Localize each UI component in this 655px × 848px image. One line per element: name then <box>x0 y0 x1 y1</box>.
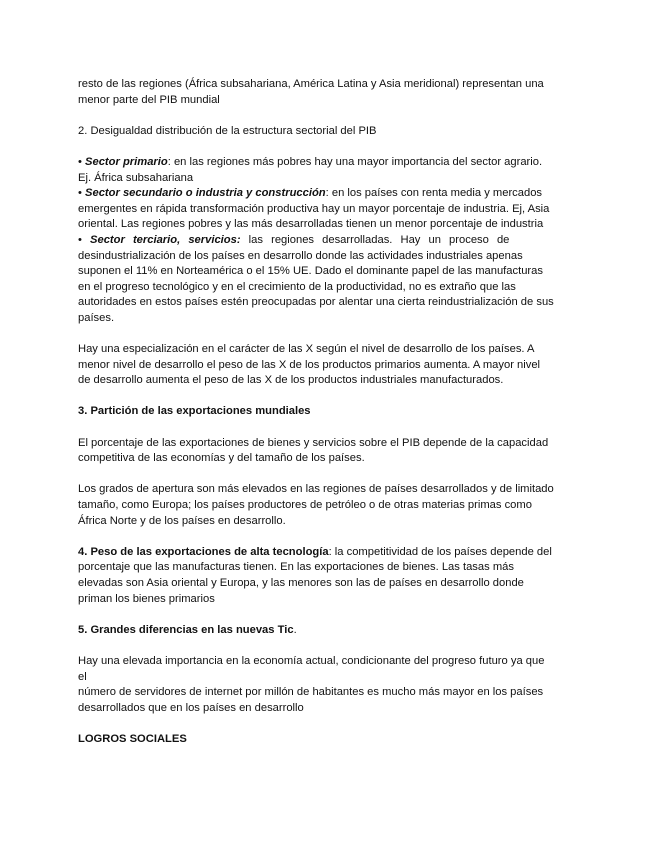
text-span: : en los países con renta media y mercados <box>325 187 543 200</box>
bullet-sector-secundario <box>78 186 578 233</box>
text-line: Ej. África subsahariana <box>78 171 194 184</box>
heading-period: . <box>293 623 297 636</box>
text-line: menor parte del PIB mundial <box>78 93 220 106</box>
text-line: países. <box>78 311 115 324</box>
text-line: resto de las regiones (África subsahariana, América Latina y Asia meridional) representan una <box>78 78 544 90</box>
text-line: Hay una especialización en el carácter de las X según el nivel de desarrollo de los países. A <box>78 343 535 356</box>
text-span: las regiones desarrolladas. Hay un proceso de <box>240 233 510 246</box>
section-2-heading: 2. Desigualdad distribución de la estructura sectorial del PIB <box>78 124 377 137</box>
section-4 <box>78 545 578 607</box>
text-line: elevadas son Asia oriental y Europa, y las menores son las de países en desarrollo donde <box>78 577 524 589</box>
text-span: : en las regiones más pobres hay una mayor importancia del sector agrario. <box>167 155 543 168</box>
text-line: número de servidores de internet por millón de habitantes es mucho más mayor en los países <box>78 686 544 699</box>
text-line: competitiva de las economías y del tamaño de los países. <box>78 452 365 465</box>
exports-paragraph <box>78 436 578 467</box>
term-sector-terciario: Sector terciario, servicios: <box>90 233 241 246</box>
text-line: desindustrialización de los países en desarrollo donde las actividades industriales apenas <box>78 249 523 262</box>
text-line: de desarrollo aumenta el peso de las X de los productos industriales manufacturados. <box>78 374 504 387</box>
text-span: : la competitividad de los países depende del <box>328 545 552 558</box>
text-line: autoridades en estos países estén preocupadas por alentar una cierta reindustrialización de sus <box>78 296 554 309</box>
text-line: Los grados de apertura son más elevados en las regiones de países desarrollados y de limitado <box>78 483 554 496</box>
logros-sociales-heading: LOGROS SOCIALES <box>78 732 187 745</box>
intro-paragraph <box>78 77 578 108</box>
text-line: porcentaje que las manufacturas tienen. En las exportaciones de bienes. Las tasas más <box>78 561 514 574</box>
tic-paragraph <box>78 654 578 716</box>
text-line: oriental. Las regiones pobres y las más desarrolladas tienen un menor porcentaje de industria <box>78 218 544 231</box>
section-4-heading: 4. Peso de las exportaciones de alta tecnología <box>78 545 329 558</box>
section-5-heading: 5. Grandes diferencias en las nuevas Tic <box>78 623 294 636</box>
text-line: Hay una elevada importancia en la economía actual, condicionante del progreso futuro ya que <box>78 654 545 667</box>
specialization-paragraph <box>78 342 578 389</box>
term-sector-secundario: Sector secundario o industria y construcción <box>85 187 326 200</box>
bullet-mark: • <box>78 155 86 168</box>
text-line: desarrollados que en los países en desarrollo <box>78 701 304 714</box>
openness-paragraph <box>78 482 578 529</box>
bullet-mark: • <box>78 233 91 246</box>
text-line: priman los bienes primarios <box>78 592 215 605</box>
text-line: África Norte y de los países en desarrollo. <box>78 514 286 527</box>
text-line: tamaño, como Europa; los países productores de petróleo o de otras materias primas como <box>78 499 532 512</box>
bullet-sector-terciario <box>78 233 578 327</box>
text-line: El porcentaje de las exportaciones de bienes y servicios sobre el PIB depende de la capacidad <box>78 436 549 449</box>
text-line: menor nivel de desarrollo el peso de las X de los productos primarios aumenta. A mayor nivel <box>78 358 541 371</box>
bullet-sector-primario <box>78 155 578 186</box>
text-line: en el progreso tecnológico y en el crecimiento de la productividad, no es extraño que las <box>78 280 516 293</box>
text-line: suponen el 11% en Norteamérica o el 15% UE. Dado el dominante papel de las manufacturas <box>78 265 543 278</box>
section-3-heading: 3. Partición de las exportaciones mundiales <box>78 405 311 418</box>
text-line: el <box>78 670 87 683</box>
bullet-mark: • <box>78 187 86 200</box>
text-line: emergentes en rápida transformación productiva hay un mayor porcentaje de industria. Ej, Asia <box>78 202 550 215</box>
document-page <box>78 77 578 748</box>
term-sector-primario: Sector primario <box>85 155 168 168</box>
